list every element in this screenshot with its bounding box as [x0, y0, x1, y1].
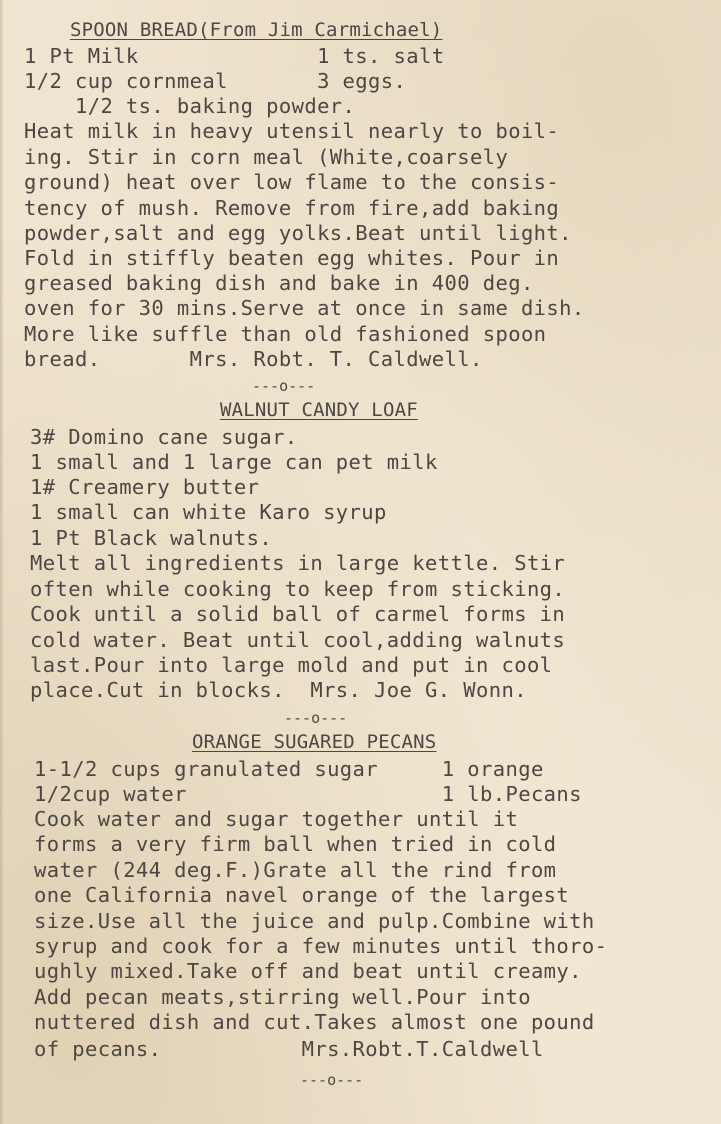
recipe-line: More like suffle than old fashioned spoon [24, 322, 547, 346]
recipe-line: 1 Pt Black walnuts. [30, 526, 273, 550]
recipe-line: last.Pour into large mold and put in cool [30, 653, 553, 677]
recipe-line: ughly mixed.Take off and beat until creamy. [34, 959, 582, 983]
recipe-line: 1 small and 1 large can pet milk [30, 450, 438, 474]
separator: ---o--- [300, 1071, 364, 1089]
recipe-line: greased baking dish and bake in 400 deg. [24, 271, 534, 295]
recipe-line: 1-1/2 cups granulated sugar 1 orange [34, 757, 544, 781]
recipe-line: often while cooking to keep from sticking. [30, 577, 566, 601]
recipe-line: Melt all ingredients in large kettle. Stir [30, 551, 566, 575]
recipe-line: 1# Creamery butter [30, 475, 260, 499]
recipe-line: 1/2cup water 1 lb.Pecans [34, 782, 582, 806]
recipe-line: one California navel orange of the largest [34, 883, 570, 907]
page-edge-shadow [0, 0, 4, 1124]
recipe-line: 1 Pt Milk 1 ts. salt [24, 44, 445, 68]
recipe-line: bread. Mrs. Robt. T. Caldwell. [24, 347, 483, 371]
recipe-line: tency of mush. Remove from fire,add baking [24, 196, 560, 220]
recipe-line: Fold in stiffly beaten egg whites. Pour in [24, 246, 560, 270]
recipe-line: syrup and cook for a few minutes until thoro- [34, 934, 608, 958]
separator: ---o--- [284, 709, 348, 727]
recipe-line: 1/2 ts. baking powder. [24, 94, 356, 118]
recipe-line: Cook until a solid ball of carmel forms in [30, 602, 566, 626]
recipe-line: ground) heat over low flame to the consis- [24, 170, 560, 194]
recipe-line: 1 small can white Karo syrup [30, 500, 387, 524]
recipe-line: Heat milk in heavy utensil nearly to boil- [24, 119, 560, 143]
recipe-line: forms a very firm ball when tried in cold [34, 832, 557, 856]
recipe-line: water (244 deg.F.)Grate all the rind from [34, 858, 557, 882]
recipe-title-orange-sugared-pecans: ORANGE SUGARED PECANS [192, 731, 437, 753]
recipe-line: oven for 30 mins.Serve at once in same dish. [24, 296, 585, 320]
recipe-line: nuttered dish and cut.Takes almost one pound [34, 1010, 595, 1034]
separator: ---o--- [252, 377, 316, 395]
recipe-line: cold water. Beat until cool,adding walnuts [30, 628, 566, 652]
recipe-title-spoon-bread: SPOON BREAD(From Jim Carmichael) [70, 19, 443, 41]
recipe-line: of pecans. Mrs.Robt.T.Caldwell [34, 1037, 544, 1061]
recipe-line: place.Cut in blocks. Mrs. Joe G. Wonn. [30, 678, 527, 702]
recipe-line: size.Use all the juice and pulp.Combine with [34, 909, 595, 933]
recipe-line: Cook water and sugar together until it [34, 807, 519, 831]
recipe-line: 1/2 cup cornmeal 3 eggs. [24, 69, 407, 93]
recipe-line: 3# Domino cane sugar. [30, 425, 298, 449]
recipe-title-walnut-candy-loaf: WALNUT CANDY LOAF [220, 399, 418, 421]
recipe-line: ing. Stir in corn meal (White,coarsely [24, 145, 509, 169]
recipe-line: Add pecan meats,stirring well.Pour into [34, 985, 531, 1009]
recipe-line: powder,salt and egg yolks.Beat until light. [24, 221, 572, 245]
